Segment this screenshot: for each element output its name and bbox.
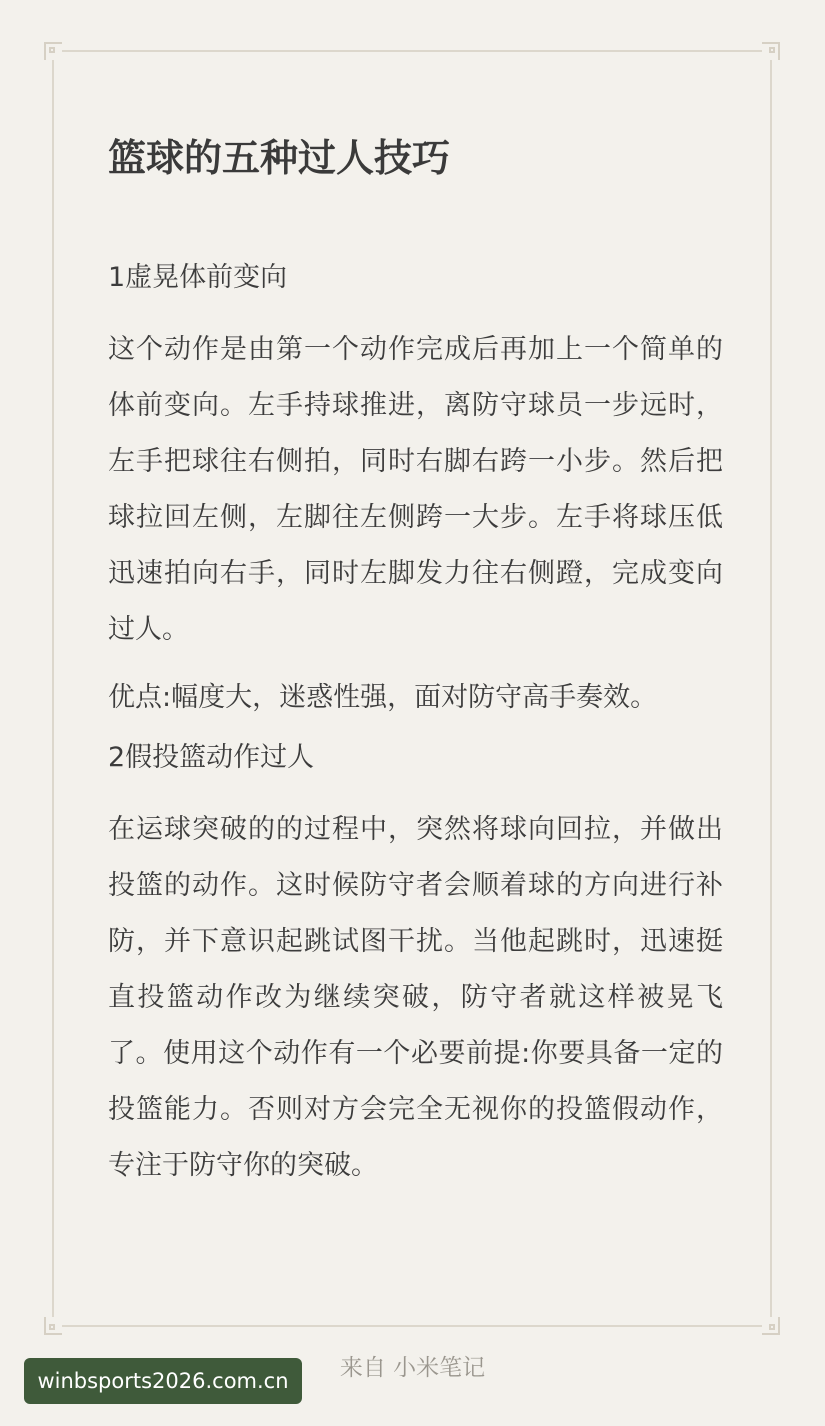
section-body: 在运球突破的的过程中，突然将球向回拉，并做出投篮的动作。这时候防守者会顺着球的方向进行补防，并下意识起跳试图干扰。当他起跳时，迅速挺直投篮动作改为继续突破，防守者就这样被晃飞了。使用这个动作有一个必要前提:你要具备一定的投篮能力。否则对方会完全无视你的投篮假动作，专注于防守你的突破。	[108, 814, 723, 1181]
section-heading: 1虚晃体前变向	[108, 262, 288, 293]
frame-corner-ornament	[762, 1317, 780, 1335]
watermark-badge: winbsports2026.com.cn	[24, 1358, 302, 1404]
note-content	[108, 130, 723, 1212]
section-body: 这个动作是由第一个动作完成后再加上一个简单的体前变向。左手持球推进，离防守球员一步远时，左手把球往右侧拍，同时右脚右跨一小步。然后把球拉回左侧，左脚往左侧跨一大步。左手将球压低迅速拍向右手，同时左脚发力往右侧蹬，完成变向过人。	[108, 334, 723, 645]
frame-corner-ornament	[44, 1317, 62, 1335]
section-heading: 2假投篮动作过人	[108, 742, 315, 773]
frame-corner-ornament	[44, 42, 62, 60]
frame-corner-ornament	[762, 42, 780, 60]
note-title: 篮球的五种过人技巧	[108, 136, 451, 180]
source-footer: 来自 小米笔记	[339, 1355, 486, 1381]
section-advantage: 优点:幅度大，迷惑性强，面对防守高手奏效。	[108, 682, 658, 713]
